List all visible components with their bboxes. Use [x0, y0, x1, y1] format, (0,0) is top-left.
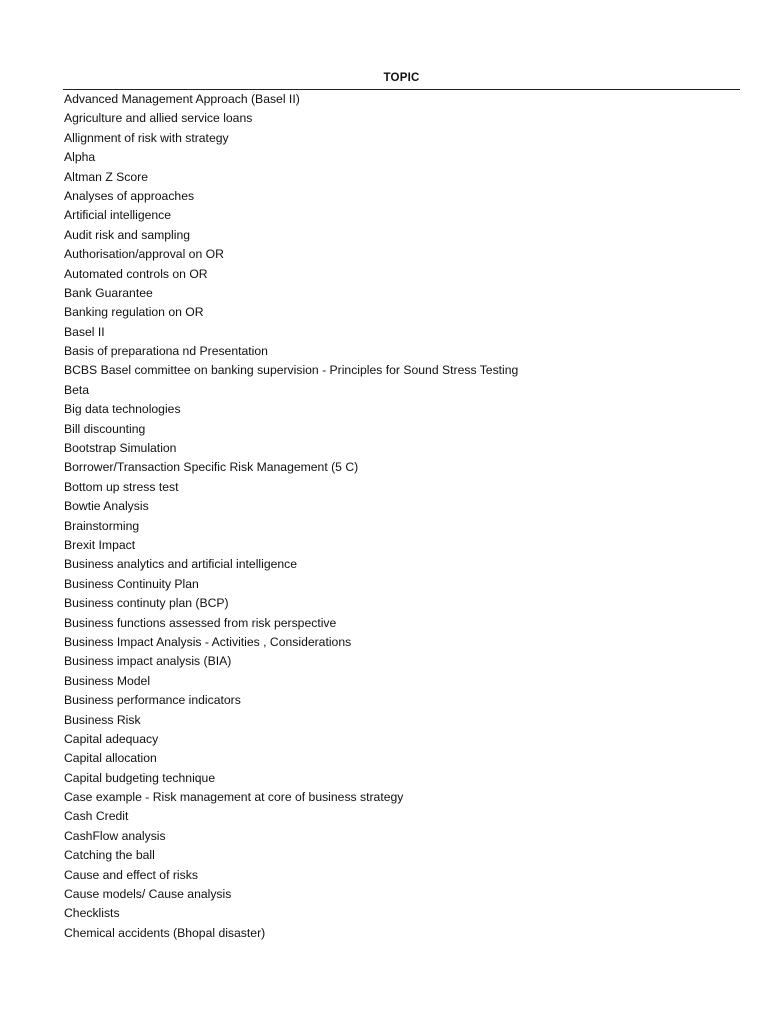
table-row: Cash Credit [64, 809, 129, 824]
table-row: Altman Z Score [64, 169, 148, 184]
table-row: Catching the ball [64, 848, 155, 863]
table-row: Business Impact Analysis - Activities , Considerations [64, 634, 352, 649]
table-row: Cause models/ Cause analysis [64, 887, 232, 902]
table-row: Business analytics and artificial intelligence [64, 557, 298, 572]
table-row: Borrower/Transaction Specific Risk Management (5 C) [64, 460, 359, 475]
table-row: Authorisation/approval on OR [64, 247, 224, 262]
table-row: Business Model [64, 673, 151, 688]
table-row: Agriculture and allied service loans [64, 111, 253, 126]
table-row: Business Continuity Plan [64, 576, 199, 591]
table-row: Big data technologies [64, 402, 181, 417]
table-row: Business continuty plan (BCP) [64, 596, 229, 611]
table-row: Audit risk and sampling [64, 227, 190, 242]
topic-table [63, 70, 740, 943]
table-row: Bottom up stress test [64, 479, 179, 494]
table-row: Allignment of risk with strategy [64, 130, 229, 145]
table-row: Banking regulation on OR [64, 305, 204, 320]
table-row: Alpha [64, 150, 96, 165]
table-row: Analyses of approaches [64, 188, 195, 203]
table-row: CashFlow analysis [64, 828, 166, 843]
table-row: Bootstrap Simulation [64, 441, 177, 456]
table-row: Bill discounting [64, 421, 146, 436]
table-row: Capital adequacy [64, 731, 159, 746]
table-header [63, 70, 740, 90]
table-row: Case example - Risk management at core of business strategy [64, 790, 404, 805]
table-row: Capital budgeting technique [64, 770, 216, 785]
table-row: Bank Guarantee [64, 285, 153, 300]
table-row: Cause and effect of risks [64, 867, 198, 882]
table-row: Business impact analysis (BIA) [64, 654, 232, 669]
table-row: Artificial intelligence [64, 208, 172, 223]
table-row: Checklists [64, 906, 120, 921]
table-row: Beta [64, 382, 90, 397]
table-row: Basis of preparationa nd Presentation [64, 344, 268, 359]
table-row: Capital allocation [64, 751, 157, 766]
table-row: Brainstorming [64, 518, 140, 533]
table-row: Brexit Impact [64, 537, 136, 552]
table-row: Chemical accidents (Bhopal disaster) [64, 925, 266, 940]
table-row: BCBS Basel committee on banking supervision - Principles for Sound Stress Testing [64, 363, 519, 378]
table-row: Automated controls on OR [64, 266, 208, 281]
table-row: Business functions assessed from risk perspective [64, 615, 337, 630]
table-row: Business Risk [64, 712, 141, 727]
topic-list [63, 90, 740, 943]
table-row: Basel II [64, 324, 105, 339]
table-row: Bowtie Analysis [64, 499, 149, 514]
table-row: Business performance indicators [64, 693, 241, 708]
topic-column-header: TOPIC [383, 72, 420, 84]
table-row: Advanced Management Approach (Basel II) [64, 92, 300, 106]
